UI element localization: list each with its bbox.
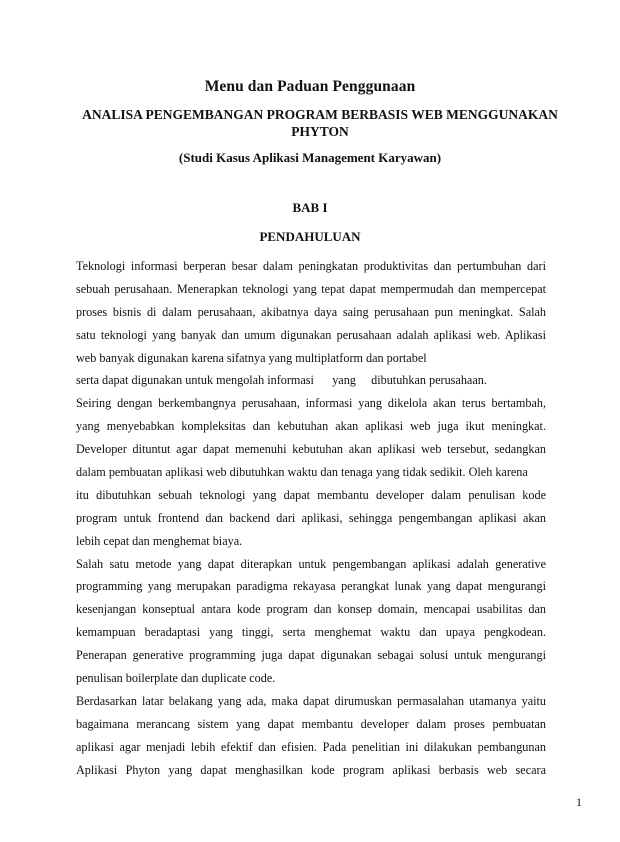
document-title: Menu dan Paduan Penggunaan [204, 78, 416, 95]
body-line: Seiring dengan berkembangnya perusahaan, informasi yang dikelola akan terus bertambah, [76, 396, 546, 411]
body-line: Berdasarkan latar belakang yang ada, maka dapat dirumuskan permasalahan utamanya yaitu [76, 693, 546, 708]
body-line: kesenjangan konseptual antara kode program dan konsep domain, mencapai usabilitas dan [76, 602, 546, 617]
body-line: Salah satu metode yang dapat diterapkan untuk pengembangan aplikasi adalah generative [76, 556, 546, 571]
page-number: 1 [576, 795, 582, 809]
body-line: sebuah perusahaan. Menerapkan teknologi yang tepat dapat mempermudah dan mempercepat [76, 281, 546, 296]
body-line: lebih cepat dan menghemat biaya. [76, 533, 243, 548]
body-line: programming yang merupakan paradigma rekayasa perangkat lunak yang dapat mengurangi [76, 579, 546, 594]
body-line: satu teknologi yang banyak dan umum digunakan perusahaan adalah aplikasi web. Aplikasi [76, 327, 546, 342]
body-line: aplikasi agar menjadi lebih efektif dan efisien. Pada penelitian ini dilakukan pembangunan [76, 739, 546, 754]
body-line: Aplikasi Phyton yang dapat menghasilkan kode program aplikasi berbasis web secara [76, 762, 546, 777]
case-study-subtitle: (Studi Kasus Aplikasi Management Karyawan) [178, 150, 442, 165]
body-line: kemampuan beradaptasi yang tinggi, serta menghemat waktu dan upaya pengkodean. [76, 625, 546, 640]
chapter-title: PENDAHULUAN [259, 229, 361, 244]
body-line: itu dibutuhkan sebuah teknologi yang dapat membantu developer dalam penulisan kode [76, 487, 546, 502]
body-line: program untuk frontend dan backend dari aplikasi, sehingga pengembangan aplikasi akan [76, 510, 546, 525]
body-line: Penerapan generative programming juga dapat digunakan sebagai solusi untuk mengurangi [76, 648, 546, 663]
body-line: Developer dituntut agar dapat memenuhi kebutuhan akan aplikasi web tersebut, sedangkan [76, 442, 546, 457]
body-line: bagaimana merancang sistem yang dapat membantu developer dalam proses pembuatan [76, 716, 546, 731]
body-line: Teknologi informasi berperan besar dalam peningkatan produktivitas dan pertumbuhan dari [76, 259, 546, 273]
body-line: dalam pembuatan aplikasi web dibutuhkan waktu dan tenaga yang tidak sedikit. Oleh karena [76, 465, 528, 480]
body-line: web banyak digunakan karena sifatnya yang multiplatform dan portabel [76, 350, 427, 365]
body-line: proses bisnis di dalam perusahaan, akibatnya daya saing perusahaan pun meningkat. Salah [76, 304, 546, 319]
body-text [76, 255, 546, 781]
chapter-number: BAB I [292, 200, 328, 215]
body-line: yang menyebabkan kompleksitas dan kebutuhan akan aplikasi web juga ikut meningkat. [76, 419, 546, 434]
body-line: penulisan boilerplate dan duplicate code. [76, 671, 276, 686]
document-subtitle: ANALISA PENGEMBANGAN PROGRAM BERBASIS WEB MENGGUNAKAN PHYTON [82, 107, 558, 139]
body-line: serta dapat digunakan untuk mengolah informasi yang dibutuhkan perusahaan. [76, 373, 487, 388]
